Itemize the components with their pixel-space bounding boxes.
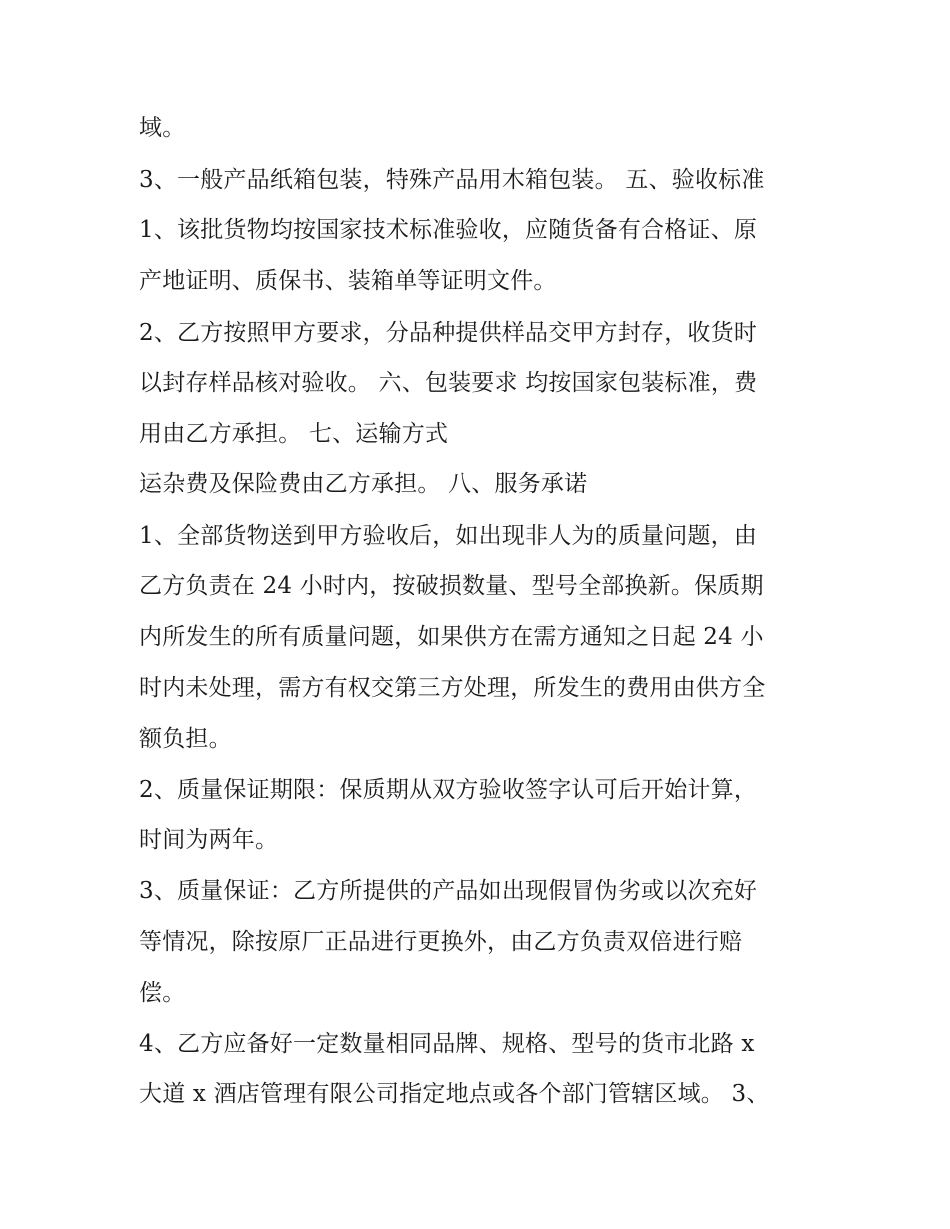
text-line: 运杂费及保险费由乙方承担。 八、服务承诺 [139,471,588,497]
text-line: 时间为两年。 [139,827,279,853]
text-line: 偿。 [139,980,186,1006]
text-line: 内所发生的所有质量问题，如果供方在需方通知之日起 24 小 [139,624,764,650]
text-line: 大道 x 酒店管理有限公司指定地点或各个部门管辖区域。 3、 [139,1081,770,1107]
text-line: 额负担。 [139,726,232,752]
text-line: 3、一般产品纸箱包装，特殊产品用木箱包装。 五、验收标准 [139,167,765,193]
text-line: 等情况，除按原厂正品进行更换外，由乙方负责双倍进行赔 [139,929,743,955]
text-line: 1、全部货物送到甲方验收后，如出现非人为的质量问题，由 [139,523,758,549]
text-line: 1、该批货物均按国家技术标准验收，应随货备有合格证、原 [139,217,758,243]
text-line: 2、乙方按照甲方要求，分品种提供样品交甲方封存，收货时 [139,320,758,346]
text-line: 产地证明、质保书、装箱单等证明文件。 [139,268,557,294]
text-line: 用由乙方承担。 七、运输方式 [139,421,449,447]
text-line: 乙方负责在 24 小时内，按破损数量、型号全部换新。保质期 [139,573,764,599]
text-line: 3、质量保证：乙方所提供的产品如出现假冒伪劣或以次充好 [139,878,758,904]
text-line: 4、乙方应备好一定数量相同品牌、规格、型号的货市北路 x [139,1031,755,1057]
text-line: 2、质量保证期限：保质期从双方验收签字认可后开始计算， [139,777,758,803]
text-line: 以封存样品核对验收。 六、包装要求 均按国家包装标准，费 [139,370,758,396]
text-line: 时内未处理，需方有权交第三方处理，所发生的费用由供方全 [139,675,766,701]
text-line: 域。 [139,115,186,141]
